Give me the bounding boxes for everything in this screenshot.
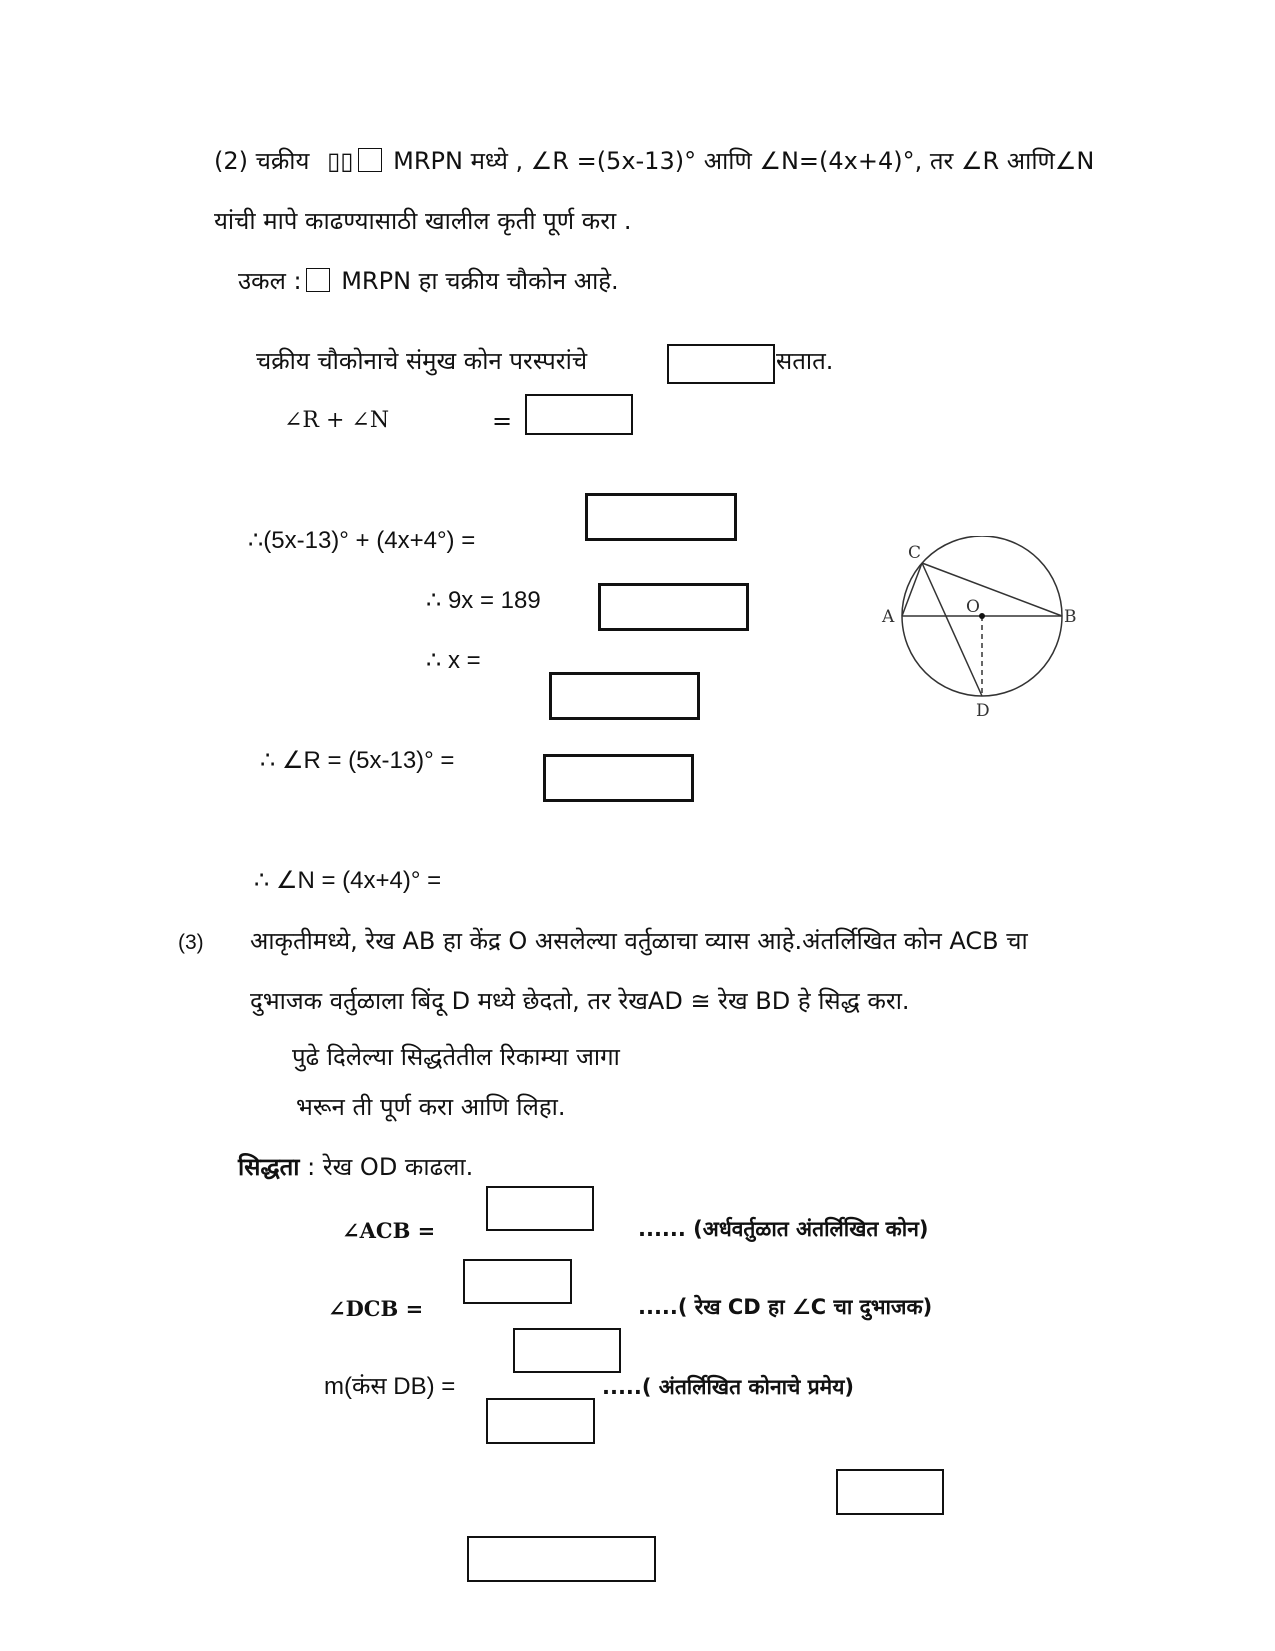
dcb-label: ∠DCB = (328, 1296, 424, 1321)
sum-lhs: ∠R + ∠N (284, 408, 390, 433)
q2-line2: यांची मापे काढण्यासाठी खालील कृती पूर्ण करा . (214, 207, 632, 235)
step4: ∴ ∠R = (5x-13)° = (260, 747, 455, 774)
q3-line3: पुढे दिलेल्या सिद्धतेतील रिकाम्या जागा (292, 1043, 620, 1071)
statement-prefix: चक्रीय चौकोनाचे संमुख कोन परस्परांचे (256, 347, 588, 375)
q2-solution (238, 266, 619, 296)
answer-box-4[interactable] (598, 583, 749, 631)
acb-reason: ...... (अर्धवर्तुळात अंतर्लिखित कोन) (638, 1217, 929, 1241)
q2-statement: MRPN मध्ये , ∠R =(5x-13)° आणि ∠N=(4x+4)°, तर ∠R आणि∠N (393, 147, 1095, 175)
q3-line2: दुभाजक वर्तुळाला बिंदू D मध्ये छेदतो, तर रेखAD ≅ रेख BD हे सिद्ध करा. (250, 987, 910, 1015)
q2-line1 (214, 146, 1094, 176)
dcb-reason: .....( रेख CD हा ∠C चा दुभाजक) (638, 1295, 933, 1319)
answer-box-1[interactable] (667, 344, 775, 384)
answer-box-dcb[interactable] (463, 1259, 572, 1304)
answer-box-7[interactable] (836, 1469, 944, 1515)
square-symbol-icon (358, 148, 382, 172)
solution-label: उकल : (238, 267, 302, 295)
solution-text: MRPN हा चक्रीय चौकोन आहे. (341, 267, 619, 295)
label-d: D (976, 701, 990, 721)
acb-label: ∠ACB = (342, 1218, 436, 1243)
answer-box-8[interactable] (467, 1536, 656, 1582)
label-b: B (1064, 607, 1077, 627)
chord-ca (902, 563, 922, 616)
label-a: A (882, 607, 895, 627)
q2-prefix: (2) चक्रीय (214, 147, 310, 175)
answer-box-arc-bottom[interactable] (486, 1398, 595, 1444)
label-c: C (908, 543, 922, 563)
proof-line (238, 1152, 473, 1182)
step1: ∴(5x-13)° + (4x+4°) = (248, 527, 476, 554)
q3-number: (3) (178, 931, 204, 954)
answer-box-acb[interactable] (486, 1186, 594, 1231)
q3-line4: भरून ती पूर्ण करा आणि लिहा. (296, 1093, 566, 1121)
missing-glyph-placeholder: ▯▯ (327, 147, 354, 175)
arc-reason: .....( अंतर्लिखित कोनाचे प्रमेय) (602, 1375, 854, 1399)
square-symbol-icon (306, 268, 330, 292)
step3: ∴ x = (426, 647, 481, 674)
answer-box-3[interactable] (585, 493, 737, 541)
answer-box-5[interactable] (549, 672, 700, 720)
statement-suffix: सतात. (776, 347, 834, 375)
proof-text: : रेख OD काढला. (299, 1153, 474, 1181)
step2: ∴ 9x = 189 (426, 587, 541, 614)
proof-label: सिद्धता (238, 1153, 300, 1181)
step5: ∴ ∠N = (4x+4)° = (254, 867, 442, 894)
circle-figure (876, 536, 1086, 726)
answer-box-arc-top[interactable] (513, 1328, 621, 1373)
q3-line1: आकृतीमध्ये, रेख AB हा केंद्र O असलेल्या वर्तुळाचा व्यास आहे.अंतर्लिखित कोन ACB चा (250, 927, 1028, 955)
label-o: O (966, 597, 980, 617)
answer-box-2[interactable] (525, 394, 633, 435)
answer-box-6[interactable] (543, 754, 694, 802)
arc-label: m(कंस DB) = (324, 1373, 456, 1400)
sum-eq: = (492, 407, 513, 435)
